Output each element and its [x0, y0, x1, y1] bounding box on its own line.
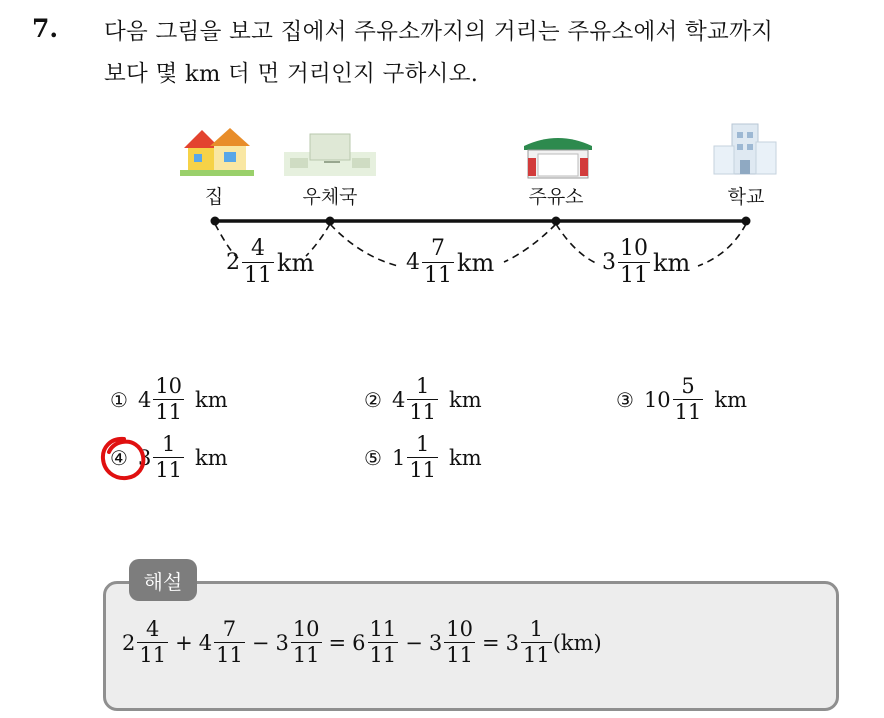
equation-term — [352, 619, 399, 666]
numerator: 1 — [415, 432, 430, 456]
distance-whole: 3 — [602, 250, 616, 275]
operator: + — [175, 630, 193, 655]
term-whole: 6 — [352, 630, 366, 655]
explanation-equation — [122, 619, 602, 666]
choice-mark: ④ — [110, 445, 128, 470]
equation-term — [199, 619, 246, 666]
equation-unit: (km) — [552, 630, 602, 655]
choice-value — [138, 376, 185, 423]
arc-2-left — [330, 224, 398, 266]
denominator: 11 — [674, 400, 702, 424]
denominator: 11 — [424, 263, 452, 288]
question-text-line-2: 보다 몇 km 더 먼 거리인지 구하시오. — [104, 61, 479, 87]
choice-fraction — [407, 434, 438, 481]
operator: − — [405, 630, 423, 655]
numerator: 4 — [251, 236, 265, 261]
choice-1[interactable] — [110, 376, 228, 423]
distance-unit: km — [277, 248, 315, 277]
term-whole: 3 — [275, 630, 289, 655]
distance-whole: 2 — [226, 250, 240, 275]
choice-fraction — [673, 376, 704, 423]
choice-unit: km — [195, 445, 228, 470]
term-fraction — [368, 619, 399, 666]
denominator: 11 — [522, 643, 550, 667]
choice-fraction — [153, 434, 184, 481]
equation-term — [275, 619, 322, 666]
distance-unit: km — [653, 248, 691, 277]
choice-fraction — [407, 376, 438, 423]
choice-5[interactable] — [364, 434, 482, 481]
term-whole: 4 — [198, 630, 213, 655]
choice-unit: km — [449, 387, 482, 412]
numerator: 1 — [161, 432, 176, 456]
choice-mark: ① — [110, 387, 128, 412]
choice-whole: 4 — [391, 387, 406, 412]
denominator: 11 — [155, 400, 183, 424]
distance-gas-station-school — [602, 238, 690, 287]
term-fraction — [444, 619, 475, 666]
term-fraction — [521, 619, 552, 666]
place-label-home: 집 — [204, 186, 224, 208]
choice-whole: 4 — [137, 387, 152, 412]
answer-circle-mark — [98, 434, 150, 484]
question-text-line-1: 다음 그림을 보고 집에서 주유소까지의 거리는 주유소에서 학교까지 — [104, 19, 774, 45]
choice-3[interactable] — [616, 376, 747, 423]
numerator: 4 — [146, 617, 160, 641]
denominator: 11 — [369, 643, 397, 667]
choice-whole: 1 — [391, 445, 406, 470]
numerator: 5 — [681, 374, 695, 398]
denominator: 11 — [155, 458, 183, 482]
place-label-post-office: 우체국 — [302, 186, 358, 208]
distance-fraction — [422, 238, 454, 287]
choice-unit: km — [714, 387, 748, 412]
operator: = — [481, 630, 500, 655]
numerator: 1 — [415, 374, 430, 398]
numerator: 1 — [529, 617, 544, 641]
equation-term — [506, 619, 553, 666]
choice-unit: km — [449, 445, 482, 470]
distance-home-post-office — [226, 238, 314, 287]
denominator: 11 — [409, 458, 437, 482]
choice-value — [392, 376, 439, 423]
denominator: 11 — [446, 643, 473, 667]
arc-2-right — [504, 224, 556, 262]
denominator: 11 — [139, 643, 167, 667]
choice-fraction — [153, 376, 184, 423]
arc-3-left — [556, 224, 598, 264]
equation-term — [122, 619, 169, 666]
distance-fraction — [242, 238, 274, 287]
distance-fraction — [618, 238, 650, 287]
choice-mark: ⑤ — [364, 445, 382, 470]
question-number: 7. — [32, 14, 59, 43]
denominator: 11 — [620, 263, 648, 288]
term-whole: 3 — [428, 630, 443, 655]
term-whole: 2 — [122, 630, 136, 655]
choice-2[interactable] — [364, 376, 482, 423]
denominator: 11 — [216, 643, 243, 667]
choice-value — [644, 376, 704, 423]
choice-mark: ② — [364, 387, 382, 412]
choice-whole: 3 — [137, 445, 152, 470]
arc-3-right — [698, 224, 746, 266]
place-label-school: 학교 — [727, 186, 765, 208]
term-fraction — [214, 619, 245, 666]
explanation-tag: 해설 — [129, 559, 197, 601]
distance-whole: 4 — [406, 250, 420, 275]
denominator: 11 — [244, 263, 272, 288]
choice-whole: 10 — [643, 387, 671, 412]
numerator: 11 — [369, 617, 397, 641]
operator: − — [251, 630, 270, 655]
equation-term — [429, 619, 476, 666]
distance-unit: km — [457, 248, 495, 277]
numerator: 10 — [155, 374, 183, 398]
numerator: 10 — [292, 617, 320, 641]
numerator: 7 — [431, 236, 445, 261]
denominator: 11 — [292, 643, 320, 667]
denominator: 11 — [409, 400, 437, 424]
term-fraction — [291, 619, 322, 666]
term-whole: 3 — [505, 630, 519, 655]
operator: = — [328, 630, 347, 655]
numerator: 10 — [446, 617, 473, 641]
choice-unit: km — [195, 387, 228, 412]
numerator: 7 — [222, 617, 237, 641]
numerator: 10 — [620, 236, 648, 261]
term-fraction — [137, 619, 168, 666]
choice-mark: ③ — [616, 387, 634, 412]
choice-value — [392, 434, 439, 481]
distance-post-office-gas-station — [406, 238, 494, 287]
place-label-gas-station: 주유소 — [528, 186, 584, 208]
